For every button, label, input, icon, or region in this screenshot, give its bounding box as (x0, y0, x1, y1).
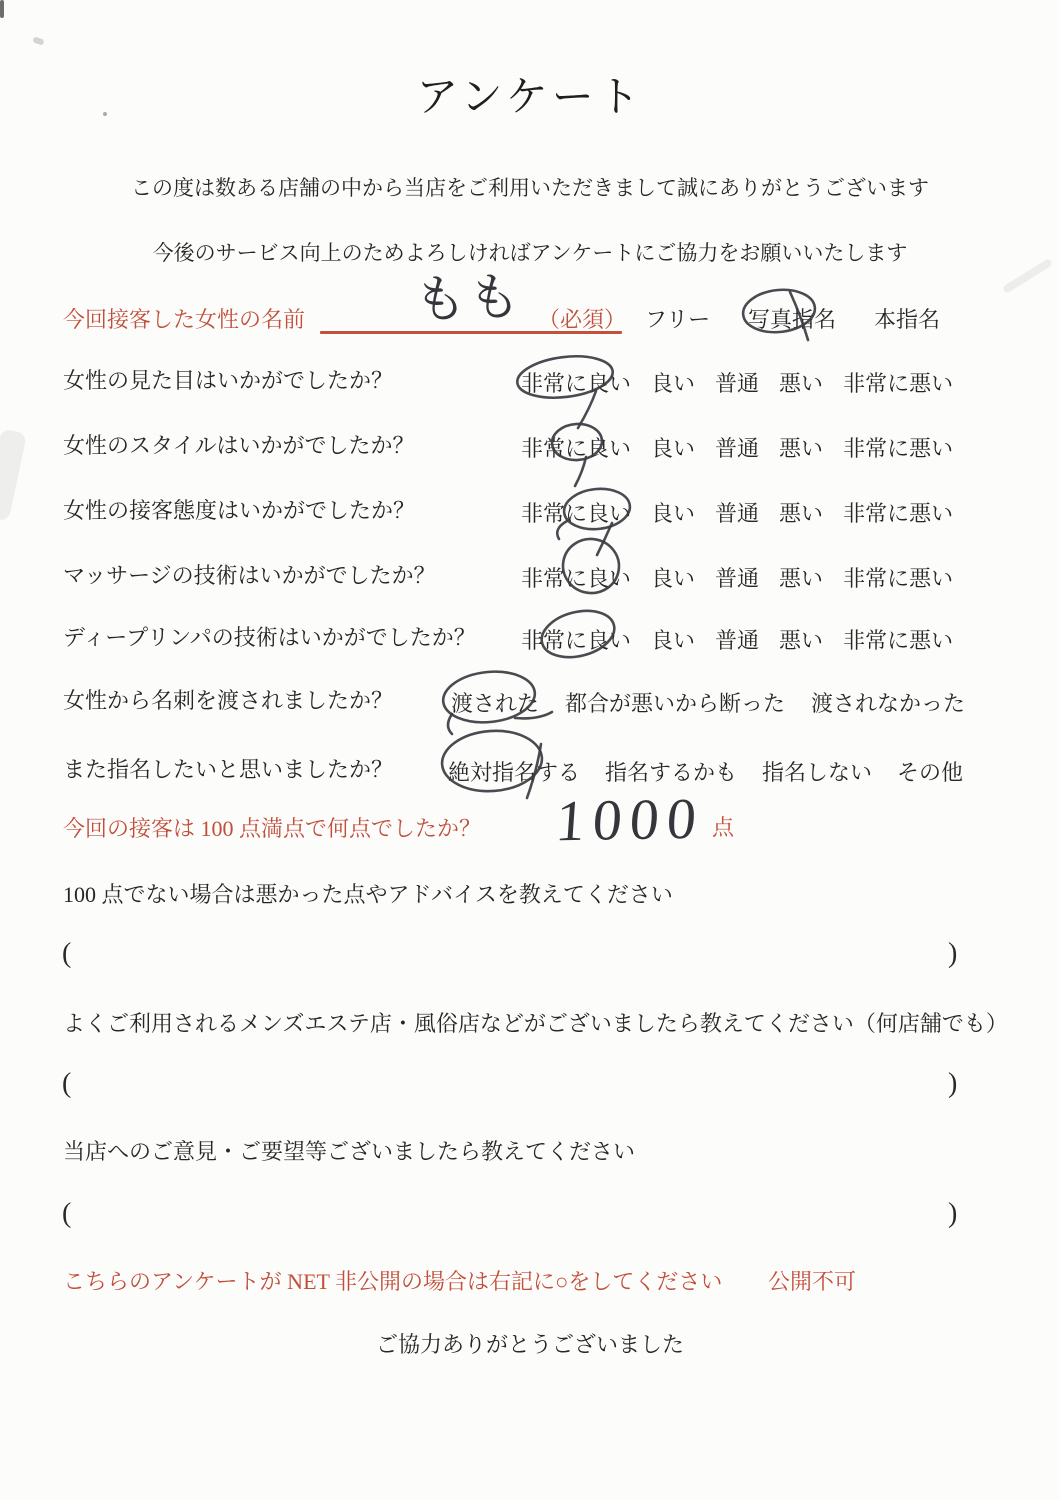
rating-option: 良い (651, 501, 696, 526)
rating-option: 普通 (715, 628, 760, 653)
handwritten-score: 1000 (553, 785, 707, 854)
free-response-label-opinions: 当店へのご意見・ご要望等ございましたら教えてください (63, 1139, 636, 1164)
score-unit: 点 (712, 815, 735, 840)
rating-option: 良い (651, 436, 696, 461)
free-response-label-advice: 100 点でない場合は悪かった点やアドバイスを教えてください (63, 882, 673, 907)
choice-question-business-card: 女性から名刺を渡されましたか？ (63, 688, 394, 713)
rating-option: 悪い (779, 501, 824, 526)
scan-artifact (0, 428, 27, 521)
rating-option: 非常に悪い (843, 566, 954, 591)
choice-option: 指名しない (762, 760, 873, 785)
handwritten-name: もも (413, 269, 524, 330)
choice-option: 渡された (451, 691, 540, 716)
rating-option: 良い (651, 566, 696, 591)
choice-option: 指名するかも (605, 760, 738, 785)
free-response-label-other-shops: よくご利用されるメンズエステ店・風俗店などがございましたら教えてください（何店舗でも） (63, 1011, 1008, 1036)
paren-close: ) (948, 1198, 958, 1229)
rating-options-row (521, 367, 953, 398)
rating-option: 良い (651, 628, 696, 653)
publish-option-no-publish: 公開不可 (768, 1269, 857, 1294)
choice-option: 絶対指名する (448, 760, 581, 785)
paren-close: ) (948, 1068, 958, 1099)
scan-artifact (0, 0, 4, 18)
paren-open: ( (62, 938, 72, 969)
rating-option: 非常に良い (521, 501, 632, 526)
scan-artifact (32, 36, 44, 45)
choice-option: 都合が悪いから断った (565, 691, 786, 716)
rating-options-row (521, 497, 953, 528)
rating-question-massage-skill: マッサージの技術はいかがでしたか？ (63, 563, 436, 588)
choice-option: 渡されなかった (811, 691, 966, 716)
rating-option: 非常に良い (521, 566, 632, 591)
intro-line-2: 今後のサービス向上のためよろしければアンケートにご協力をお願いいたします (152, 241, 908, 265)
rating-option: 悪い (779, 628, 824, 653)
rating-options-row (521, 624, 953, 655)
name-option-regular-nomination: 本指名 (874, 307, 941, 332)
rating-question-looks: 女性の見た目はいかがでしたか？ (63, 368, 394, 393)
rating-option: 非常に悪い (843, 628, 954, 653)
rating-option: 悪い (779, 436, 824, 461)
rating-question-service-attitude: 女性の接客態度はいかがでしたか？ (63, 498, 416, 523)
rating-option: 普通 (715, 436, 760, 461)
name-label: 今回接客した女性の名前 (63, 307, 306, 332)
closing-message: ご協力ありがとうございました (375, 1332, 684, 1357)
rating-option: 悪い (779, 371, 824, 396)
rating-option: 非常に悪い (843, 371, 954, 396)
rating-option: 非常に悪い (843, 501, 954, 526)
rating-option: 普通 (715, 371, 760, 396)
page-title: アンケート (416, 75, 644, 121)
rating-option: 普通 (715, 566, 760, 591)
rating-question-deep-lymph-skill: ディープリンパの技術はいかがでしたか？ (63, 625, 476, 650)
choice-options-row (451, 687, 965, 718)
rating-option: 悪い (779, 566, 824, 591)
choice-options-row (448, 756, 963, 787)
rating-option: 非常に悪い (843, 436, 954, 461)
paren-open: ( (62, 1198, 72, 1229)
paren-close: ) (948, 938, 958, 969)
choice-option: その他 (897, 760, 964, 785)
rating-option: 非常に良い (521, 371, 632, 396)
name-option-photo-nomination: 写真指名 (748, 307, 837, 332)
publish-label: こちらのアンケートが NET 非公開の場合は右記に○をしてください (63, 1269, 723, 1294)
score-label: 今回の接客は 100 点満点で何点でしたか？ (63, 816, 482, 841)
rating-option: 非常に良い (521, 628, 632, 653)
rating-option: 良い (651, 371, 696, 396)
rating-options-row (521, 562, 953, 593)
rating-option: 非常に良い (521, 436, 632, 461)
rating-question-style: 女性のスタイルはいかがでしたか？ (63, 433, 415, 458)
intro-line-1: この度は数ある店舗の中から当店をご利用いただきまして誠にありがとうございます (131, 176, 929, 200)
rating-options-row (521, 432, 953, 463)
rating-option: 普通 (715, 501, 760, 526)
required-note: （必須） (538, 307, 627, 332)
paren-open: ( (62, 1068, 72, 1099)
choice-question-nominate-again: また指名したいと思いましたか？ (63, 757, 394, 782)
name-option-free: フリー (645, 307, 711, 332)
